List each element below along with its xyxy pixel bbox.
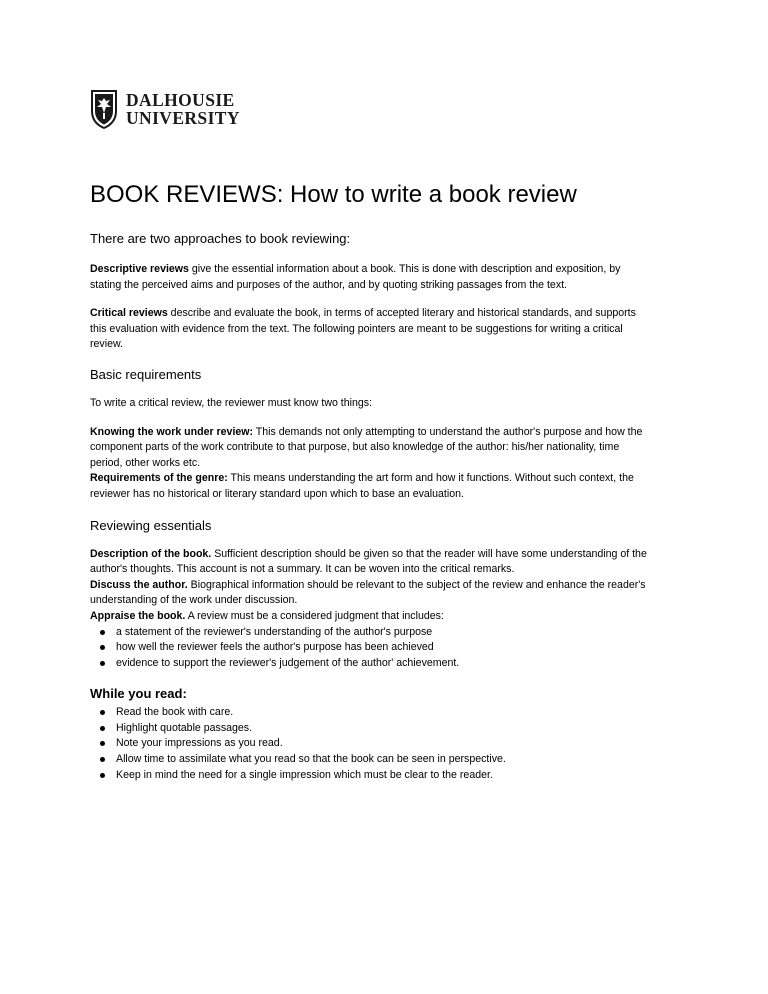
knowing-work-item [90,425,650,472]
shield-bird-crest-icon [90,89,118,129]
logo-line-2: UNIVERSITY [126,108,240,128]
list-item: Allow time to assimilate what you read so that the book can be seen in perspective. [90,752,650,768]
basic-requirements-items [90,425,650,503]
descriptive-reviews-paragraph [90,262,650,293]
genre-requirements-label: Requirements of the genre: [90,472,228,485]
appraise-text: A review must be a considered judgment that includes: [185,609,444,622]
basic-requirements-lead: To write a critical review, the reviewer must know two things: [90,396,373,409]
logo-line-1: DALHOUSIE [126,90,235,110]
critical-reviews-label: Critical reviews [90,307,168,320]
while-you-read-heading: While you read: [90,686,187,702]
descriptive-reviews-label: Descriptive reviews [90,263,189,275]
knowing-work-label: Knowing the work under review: [90,425,254,438]
reviewing-essentials-heading: Reviewing essentials [90,517,212,533]
genre-requirements-item [90,471,650,502]
discuss-author-item [90,578,650,609]
genre-requirements-text: This means understanding the art form and how it functions. Without such context, the reviewer has no historical or literary standard upon which to base an evaluation. [90,472,634,500]
list-item: how well the reviewer feels the author's purpose has been achieved [90,640,650,656]
description-label: Description of the book. [90,547,212,560]
descriptive-reviews-text: give the essential information about a book. This is done with description and exposition, by stating the perceived aims and purposes of the author, and by quoting striking passages from the text. [90,263,621,291]
reviewing-essentials-items [90,547,650,672]
list-item: Read the book with care. [90,705,650,721]
page-title: BOOK REVIEWS: How to write a book review [90,181,577,208]
list-item: a statement of the reviewer's understanding of the author's purpose [90,625,650,641]
appraise-bullet-list [90,625,650,672]
list-item: evidence to support the reviewer's judgement of the author' achievement. [90,656,650,672]
critical-reviews-text: describe and evaluate the book, in terms of accepted literary and historical standards, and supports this evaluation with evidence from the text. The following pointers are meant to be suggestions for writing a critical review. [90,307,636,351]
university-wordmark [126,91,240,127]
discuss-author-text: Biographical information should be relevant to the subject of the review and enhance the reader's understanding of the work under discussion. [90,578,646,607]
list-item: Note your impressions as you read. [90,736,650,752]
university-logo [90,89,240,129]
critical-reviews-paragraph [90,306,650,353]
while-you-read-list [90,705,650,783]
appraise-label: Appraise the book. [90,609,186,622]
document-content [90,180,650,783]
intro-text: There are two approaches to book reviewing: [90,231,351,246]
appraise-item [90,609,650,625]
knowing-work-text: This demands not only attempting to understand the author's purpose and how the component parts of the work contribute to that purpose, but also knowledge of the author: his/her nationality, time period, other works etc. [90,425,643,469]
list-item: Keep in mind the need for a single impression which must be clear to the reader. [90,768,650,784]
description-text: Sufficient description should be given so that the reader will have some understanding of the author's thoughts. This account is not a summary. It can be woven into the critical remarks. [90,547,647,576]
discuss-author-label: Discuss the author. [90,578,188,591]
list-item: Highlight quotable passages. [90,721,650,737]
basic-requirements-heading: Basic requirements [90,366,202,382]
description-item [90,547,650,578]
